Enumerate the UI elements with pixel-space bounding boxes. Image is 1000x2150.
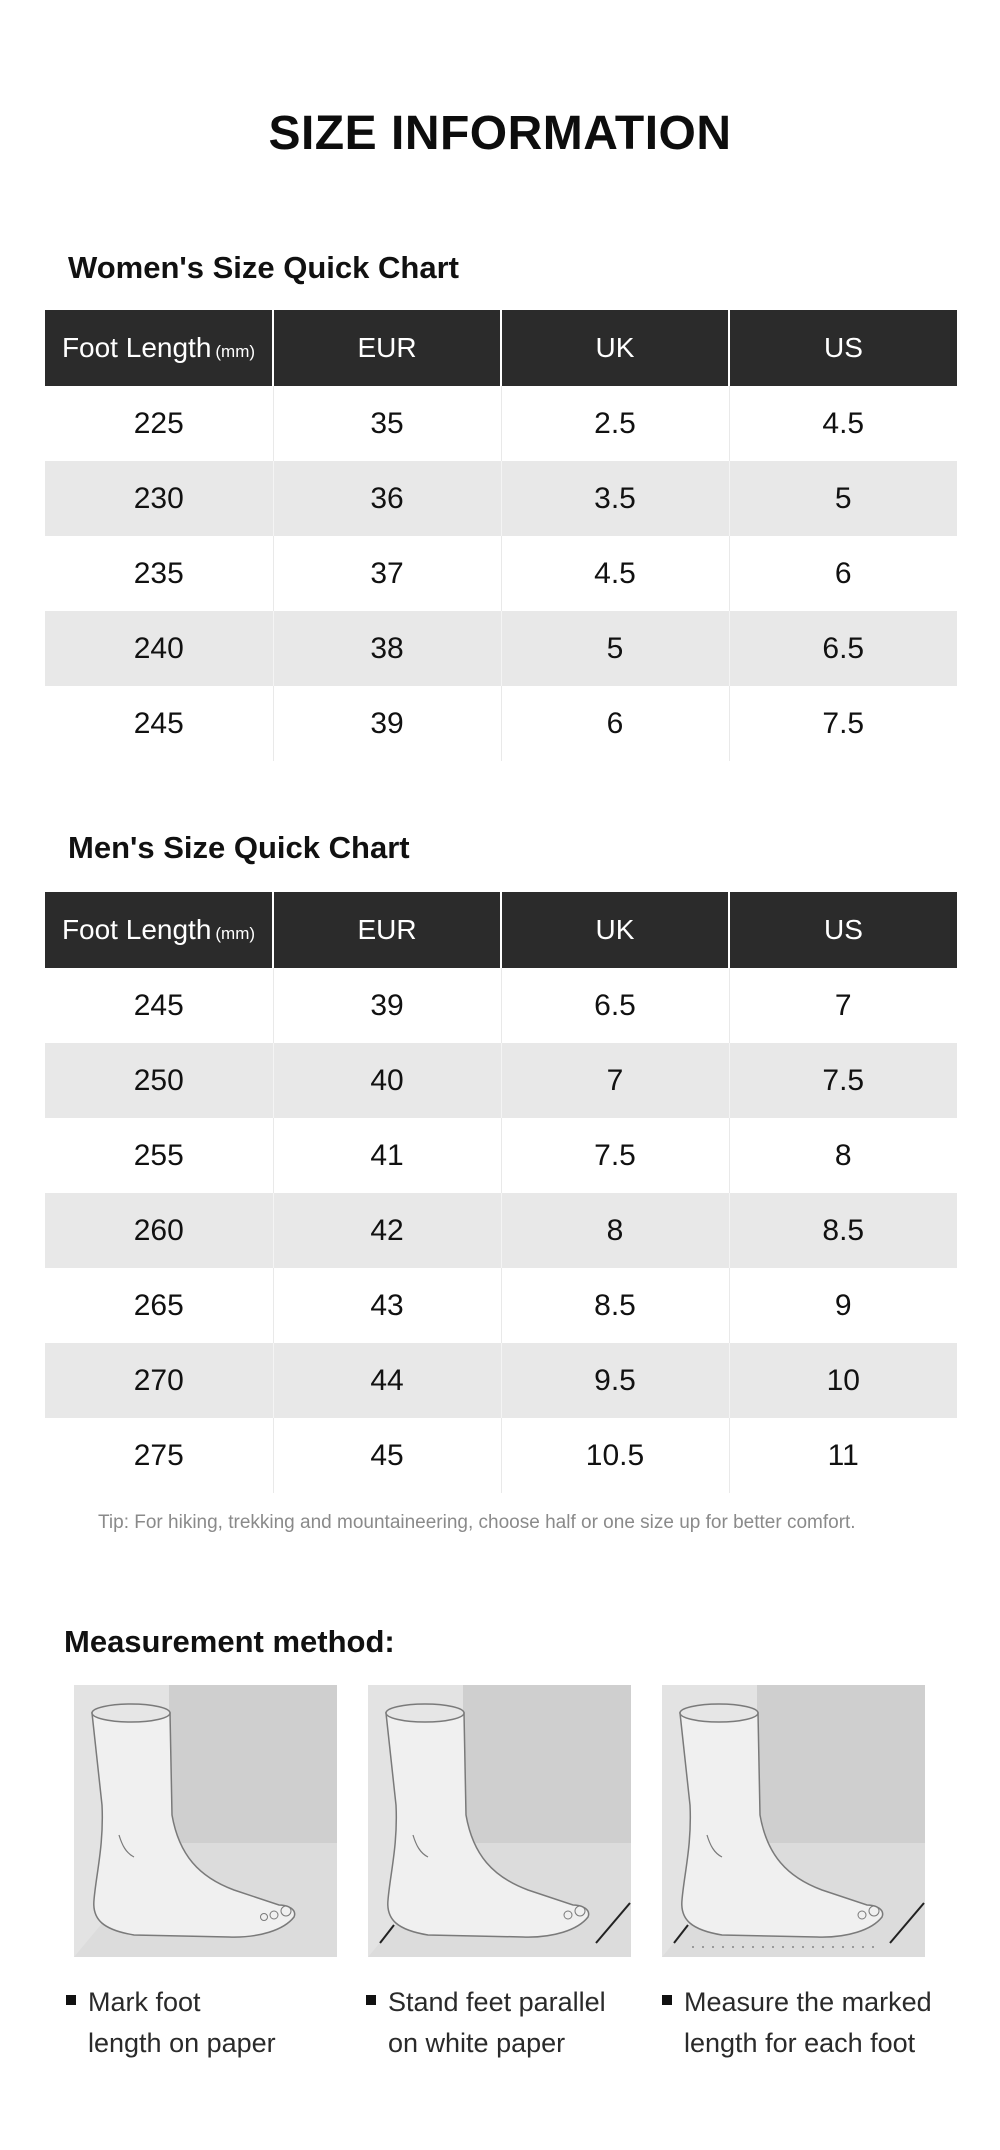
table-row xyxy=(45,536,957,611)
page-title: SIZE INFORMATION xyxy=(268,107,732,160)
uk-cell: 6.5 xyxy=(501,968,729,1043)
uk-cell: 7.5 xyxy=(501,1118,729,1193)
eur-cell: 38 xyxy=(273,611,501,686)
foot-length-cell: 225 xyxy=(133,406,184,440)
eur-cell: 37 xyxy=(273,536,501,611)
foot-length-cell: 275 xyxy=(133,1438,184,1472)
eur-cell: 42 xyxy=(273,1193,501,1268)
foot-length-cell: 230 xyxy=(45,461,273,536)
table-row xyxy=(45,1043,957,1118)
header-us: US xyxy=(729,892,957,968)
foot-length-cell: 250 xyxy=(45,1043,273,1118)
us-cell: 8 xyxy=(729,1118,957,1193)
eur-cell: 40 xyxy=(273,1043,501,1118)
step-1-illustration xyxy=(74,1685,337,1957)
us-cell: 7.5 xyxy=(729,686,957,761)
foot-length-cell: 270 xyxy=(45,1343,273,1418)
eur-cell: 45 xyxy=(273,1418,501,1493)
foot-icon xyxy=(74,1685,337,1957)
uk-cell: 8 xyxy=(501,1193,729,1268)
foot-length-cell: 240 xyxy=(45,611,273,686)
header-foot-length: Foot Length (mm) xyxy=(45,310,273,386)
table-row xyxy=(45,1418,957,1493)
foot-length-cell: 255 xyxy=(133,1138,184,1172)
us-cell: 6.5 xyxy=(729,611,957,686)
header-uk: UK xyxy=(501,892,729,968)
foot-ruler-icon xyxy=(662,1685,925,1957)
table-header-row xyxy=(45,892,957,968)
uk-cell: 9.5 xyxy=(501,1343,729,1418)
us-cell: 4.5 xyxy=(729,386,957,461)
us-cell: 7 xyxy=(729,968,957,1043)
eur-cell: 44 xyxy=(273,1343,501,1418)
uk-cell: 4.5 xyxy=(501,536,729,611)
step-3-illustration xyxy=(662,1685,925,1957)
uk-cell: 7 xyxy=(501,1043,729,1118)
step-2-illustration xyxy=(368,1685,631,1957)
eur-cell: 43 xyxy=(273,1268,501,1343)
us-cell: 6 xyxy=(729,536,957,611)
uk-cell: 5 xyxy=(501,611,729,686)
foot-on-paper-icon xyxy=(368,1685,631,1957)
eur-cell: 35 xyxy=(273,386,501,461)
bullet-icon xyxy=(366,1995,376,2005)
foot-length-cell: 260 xyxy=(45,1193,273,1268)
table-row xyxy=(45,1193,957,1268)
bullet-icon xyxy=(66,1995,76,2005)
women-chart-title: Women's Size Quick Chart xyxy=(68,250,459,285)
table-row xyxy=(45,386,957,461)
us-cell: 11 xyxy=(729,1418,957,1493)
eur-cell: 39 xyxy=(273,968,501,1043)
step-1-caption: Mark foot length on paper xyxy=(88,1982,276,2064)
table-row xyxy=(45,1343,957,1418)
foot-length-cell: 265 xyxy=(133,1288,184,1322)
eur-cell: 41 xyxy=(273,1118,501,1193)
eur-cell: 39 xyxy=(273,686,501,761)
foot-length-cell: 245 xyxy=(133,706,184,740)
uk-cell: 3.5 xyxy=(501,461,729,536)
header-eur: EUR xyxy=(273,892,501,968)
women-size-table xyxy=(45,310,957,761)
measurement-method-title: Measurement method: xyxy=(64,1624,395,1659)
foot-length-cell: 245 xyxy=(133,988,184,1022)
table-header-row xyxy=(45,310,957,386)
table-row xyxy=(45,1268,957,1343)
header-foot-length: Foot Length (mm) xyxy=(45,892,273,968)
men-size-table xyxy=(45,892,957,1493)
step-3-caption: Measure the marked length for each foot xyxy=(684,1982,932,2064)
table-row xyxy=(45,686,957,761)
us-cell: 7.5 xyxy=(729,1043,957,1118)
header-eur: EUR xyxy=(273,310,501,386)
uk-cell: 6 xyxy=(501,686,729,761)
eur-cell: 36 xyxy=(273,461,501,536)
table-row xyxy=(45,461,957,536)
table-row xyxy=(45,1118,957,1193)
foot-length-cell: 235 xyxy=(133,556,184,590)
us-cell: 8.5 xyxy=(729,1193,957,1268)
table-row xyxy=(45,611,957,686)
uk-cell: 10.5 xyxy=(501,1418,729,1493)
step-2-caption: Stand feet parallel on white paper xyxy=(388,1982,606,2064)
header-uk: UK xyxy=(501,310,729,386)
uk-cell: 8.5 xyxy=(501,1268,729,1343)
tip-text: Tip: For hiking, trekking and mountaineering, choose half or one size up for better comfort. xyxy=(98,1512,856,1533)
men-chart-title: Men's Size Quick Chart xyxy=(68,830,410,865)
table-row xyxy=(45,968,957,1043)
header-us: US xyxy=(729,310,957,386)
us-cell: 5 xyxy=(729,461,957,536)
uk-cell: 2.5 xyxy=(501,386,729,461)
us-cell: 10 xyxy=(729,1343,957,1418)
us-cell: 9 xyxy=(729,1268,957,1343)
bullet-icon xyxy=(662,1995,672,2005)
